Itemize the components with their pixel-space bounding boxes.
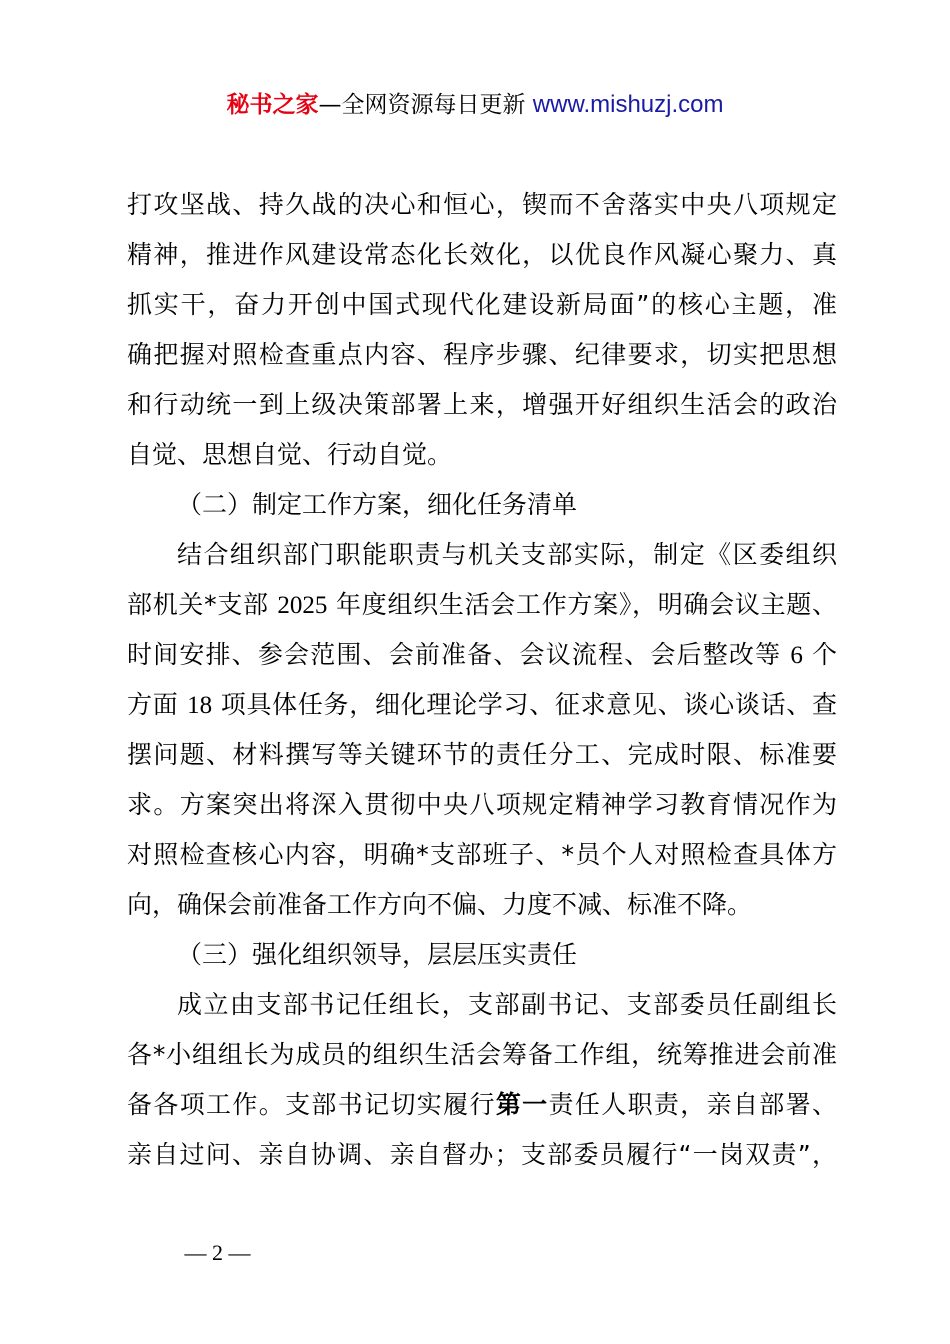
- section-heading-3: （三）强化组织领导，层层压实责任: [177, 940, 578, 969]
- paragraph-line: 成立由支部书记任组长，支部副书记、支部委员任副组长: [177, 990, 837, 1019]
- paragraph-line: 求。方案突出将深入贯彻中央八项规定精神学习教育情况作为: [127, 790, 837, 819]
- paragraph-line: 和行动统一到上级决策部署上来，增强开好组织生活会的政治: [127, 390, 837, 419]
- paragraph-line: 向，确保会前准备工作方向不偏、力度不减、标准不降。: [127, 890, 753, 919]
- paragraph-line: 各*小组组长为成员的组织生活会筹备工作组，统筹推进会前准: [127, 1040, 837, 1069]
- emphasis-text: 第一: [495, 1090, 549, 1119]
- text-run: 部机关*支部: [127, 590, 278, 619]
- aspect-count: 6: [790, 642, 803, 669]
- site-url-link[interactable]: www.mishuzj.com: [532, 91, 724, 118]
- paragraph-line: [127, 632, 837, 682]
- paragraph-line: 精神，推进作风建设常态化长效化，以优良作风凝心聚力、真: [127, 240, 837, 269]
- paragraph-line: [127, 682, 837, 732]
- paragraph-line: 确把握对照检查重点内容、程序步骤、纪律要求，切实把思想: [127, 340, 837, 369]
- text-run: 项具体任务，细化理论学习、征求意见、谈心谈话、查: [212, 690, 837, 719]
- text-run: 个: [802, 640, 837, 669]
- page-number: — 2 —: [184, 1240, 251, 1265]
- text-run: 责任人职责，亲自部署、: [548, 1090, 837, 1119]
- text-run: 年度组织生活会工作方案》，明确会议主题、: [327, 590, 837, 619]
- document-body: [127, 182, 837, 1182]
- text-run: 时间安排、参会范围、会前准备、会议流程、会后整改等: [127, 640, 791, 669]
- text-run: 方面: [127, 690, 188, 719]
- paragraph-line: 自觉、思想自觉、行动自觉。: [127, 440, 453, 469]
- paragraph-line: 对照检查核心内容，明确*支部班子、*员个人对照检查具体方: [127, 840, 837, 869]
- paragraph-line: 打攻坚战、持久战的决心和恒心，锲而不舍落实中央八项规定: [127, 190, 837, 219]
- paragraph-line: 结合组织部门职能职责与机关支部实际，制定《区委组织: [177, 540, 837, 569]
- paragraph-line: [127, 582, 837, 632]
- document-header: [0, 88, 950, 122]
- paragraph-line: [127, 1082, 837, 1132]
- paragraph-line: 摆问题、材料撰写等关键环节的责任分工、完成时限、标准要: [127, 740, 837, 769]
- paragraph-line: 抓实干，奋力开创中国式现代化建设新局面”的核心主题，准: [127, 290, 837, 319]
- section-heading-2: （二）制定工作方案，细化任务清单: [177, 490, 578, 519]
- paragraph-line: 亲自过问、亲自协调、亲自督办；支部委员履行“一岗双责”，: [127, 1140, 837, 1169]
- year-number: 2025: [277, 592, 328, 619]
- header-slogan: —全网资源每日更新: [318, 92, 533, 118]
- text-run: 备各项工作。支部书记切实履行: [127, 1090, 496, 1119]
- task-count: 18: [187, 692, 213, 719]
- brand-name: 秘书之家: [226, 92, 319, 118]
